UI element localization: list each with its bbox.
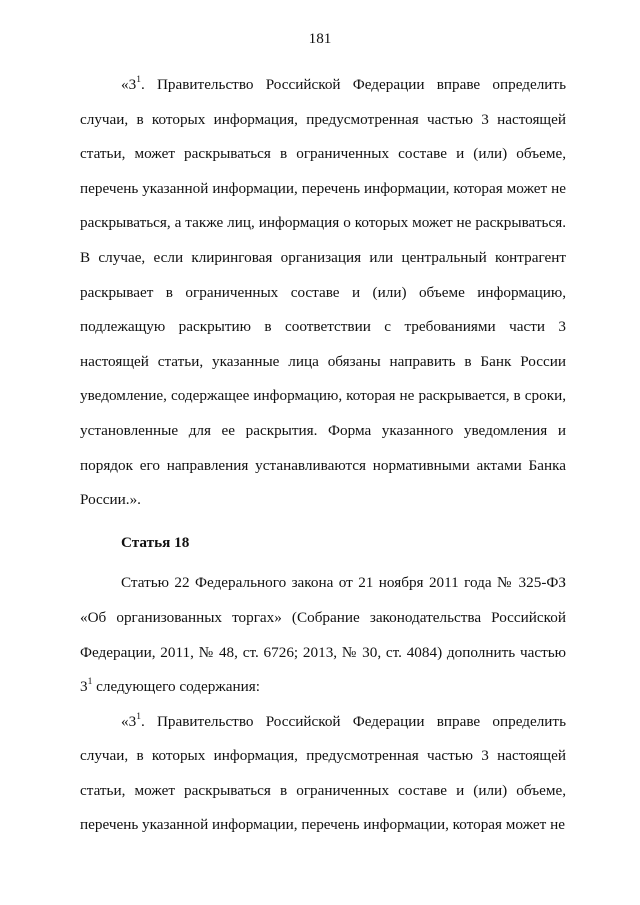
superscript: 1	[136, 75, 141, 85]
paragraph-text: . Правительство Российской Федерации вправе определить случаи, в которых информация, предусмотренная частью 3 настоящей статьи, может раскрываться в ограниченных составе и (или) объеме, перечень указанной информации, перечень информации, которая может не раскрываться, а также лиц, информация о которых может не раскрываться. В случае, если клиринговая организация или центральный контрагент раскрывает в ограниченных составе и (или) объеме информацию, подлежащую раскрытию в соответствии с требованиями части 3 настоящей статьи, указанные лица обязаны направить в Банк России уведомление, содержащее информацию, которая не раскрывается, в сроки, установленные для ее раскрытия. Форма указанного уведомления и порядок его направления устанавливаются нормативными актами Банка России.».	[80, 76, 566, 509]
paragraph-text: . Правительство Российской Федерации вправе определить случаи, в которых информация, предусмотренная частью 3 настоящей статьи, может раскрываться в ограниченных составе и (или) объеме, перечень указанной информации, перечень информации, которая может не	[80, 712, 566, 834]
paragraph-amendment-quote-2	[80, 705, 566, 843]
superscript: 1	[136, 711, 141, 722]
quote-open-label: «3	[121, 76, 137, 93]
superscript: 1	[87, 677, 93, 688]
paragraph-text: Статью 22 Федерального закона от 21 ноября 2011 года № 325-ФЗ «Об организованных торгах» (Собрание законодательства Российской Федерации, 2011, № 48, ст. 6726; 2013, № 30, ст. 4084) дополнить частью 3	[80, 574, 566, 696]
page-number: 181	[308, 30, 332, 47]
paragraph-text-after: следующего содержания:	[92, 678, 260, 696]
article-heading: Статья 18	[121, 533, 190, 551]
paragraph-article-18	[80, 566, 566, 704]
quote-open-label: «3	[121, 712, 137, 730]
paragraph-amendment-quote-1	[80, 68, 566, 518]
document-body	[80, 68, 566, 843]
